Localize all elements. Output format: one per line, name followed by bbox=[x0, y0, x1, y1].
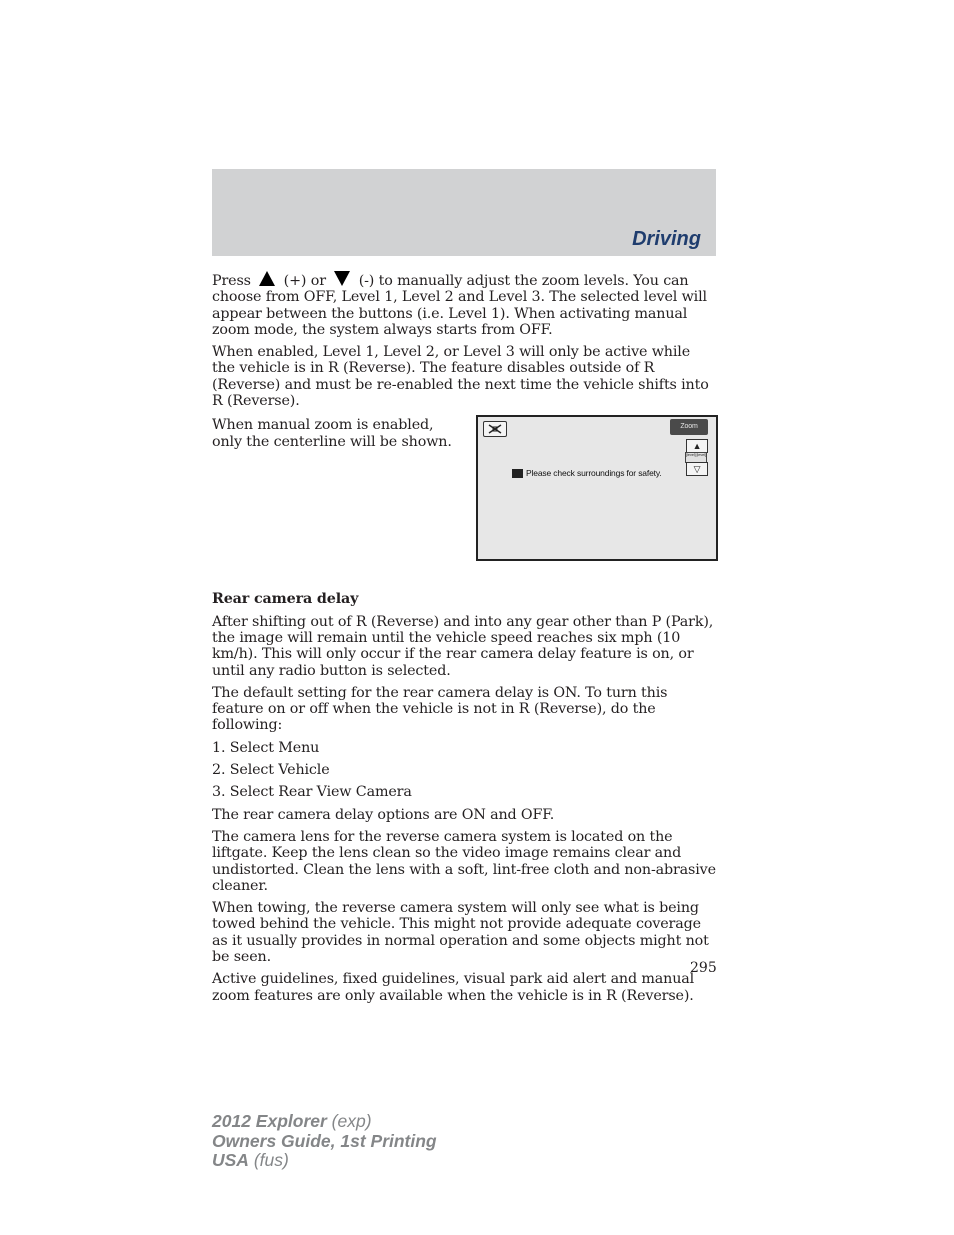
safety-message-text: Please check surroundings for safety. bbox=[526, 468, 662, 479]
camera-display-illustration bbox=[476, 415, 718, 561]
centerline-row bbox=[212, 415, 716, 591]
zoom-intro-text: (-) to manually adjust the zoom levels. You can choose from OFF, Level 1, Level 2 and Level 3. The selected level will appear between the buttons (i.e. Level 1). When activating manual zoom mode, the system always starts from OFF. bbox=[212, 273, 707, 338]
footer-market-code: (fus) bbox=[253, 1150, 289, 1170]
centerline-paragraph: When manual zoom is enabled, only the centerline will be shown. bbox=[212, 417, 452, 450]
footer-line-1 bbox=[212, 1112, 437, 1132]
rear-camera-delay-heading: Rear camera delay bbox=[212, 591, 359, 608]
plus-text: (+) or bbox=[283, 273, 326, 289]
camera-settings-icon bbox=[483, 421, 507, 437]
step-item: 2. Select Vehicle bbox=[212, 762, 330, 779]
section-header-band bbox=[212, 169, 716, 256]
footer-line-3 bbox=[212, 1151, 437, 1171]
rear-delay-paragraph-3: The rear camera delay options are ON and OFF. bbox=[212, 806, 555, 823]
enabled-paragraph: When enabled, Level 1, Level 2, or Level 3 will only be active while the vehicle is in R (Reverse). The feature disables outside of R (Reverse) and must be re-enabled the next time the vehicle shifts into R (Reverse). bbox=[212, 344, 709, 410]
footer-market: USA bbox=[212, 1150, 249, 1170]
rear-delay-paragraph-6: Active guidelines, fixed guidelines, visual park aid alert and manual zoom features are only available when the vehicle is in R (Reverse). bbox=[212, 971, 695, 1004]
zoom-up-icon: ▲ bbox=[686, 439, 708, 453]
book-icon bbox=[512, 469, 523, 478]
body-column bbox=[212, 271, 716, 1010]
press-text: Press bbox=[212, 273, 251, 289]
zoom-button: Zoom bbox=[670, 419, 708, 435]
zoom-down-icon: ▽ bbox=[686, 462, 708, 476]
safety-message bbox=[512, 465, 662, 481]
footer-model-code: (exp) bbox=[331, 1111, 372, 1131]
rear-delay-paragraph-4: The camera lens for the reverse camera system is located on the liftgate. Keep the lens clean so the video image remains clear and undistorted. Clean the lens with a soft, lint-free cloth and non-abrasive cleaner. bbox=[212, 828, 716, 894]
rear-delay-paragraph-5: When towing, the reverse camera system will only see what is being towed behind the vehicle. This might not provide adequate coverage as it usually provides in normal operation and some objects might not be seen. bbox=[212, 900, 709, 966]
document-footer bbox=[212, 1112, 437, 1171]
footer-guide: Owners Guide, 1st Printing bbox=[212, 1130, 437, 1151]
down-arrow-icon bbox=[334, 271, 350, 286]
footer-line-2 bbox=[212, 1132, 437, 1152]
page-number: 295 bbox=[690, 960, 717, 976]
rear-delay-paragraph-2: The default setting for the rear camera delay is ON. To turn this feature on or off when the vehicle is not in R (Reverse), do the following: bbox=[212, 684, 668, 734]
rear-delay-paragraph-1: After shifting out of R (Reverse) and into any gear other than P (Park), the image will remain until the vehicle speed reaches six mph (10 km/h). This will only occur if the rear camera delay feature is on, or until any radio button is selected. bbox=[212, 613, 714, 679]
section-title: Driving bbox=[632, 228, 701, 250]
step-item: 3. Select Rear View Camera bbox=[212, 784, 412, 801]
zoom-level-label: [level] [level] bbox=[685, 452, 707, 463]
up-arrow-icon bbox=[259, 271, 275, 286]
step-item: 1. Select Menu bbox=[212, 739, 320, 756]
zoom-intro-paragraph bbox=[212, 271, 716, 338]
footer-model: 2012 Explorer bbox=[212, 1111, 327, 1131]
